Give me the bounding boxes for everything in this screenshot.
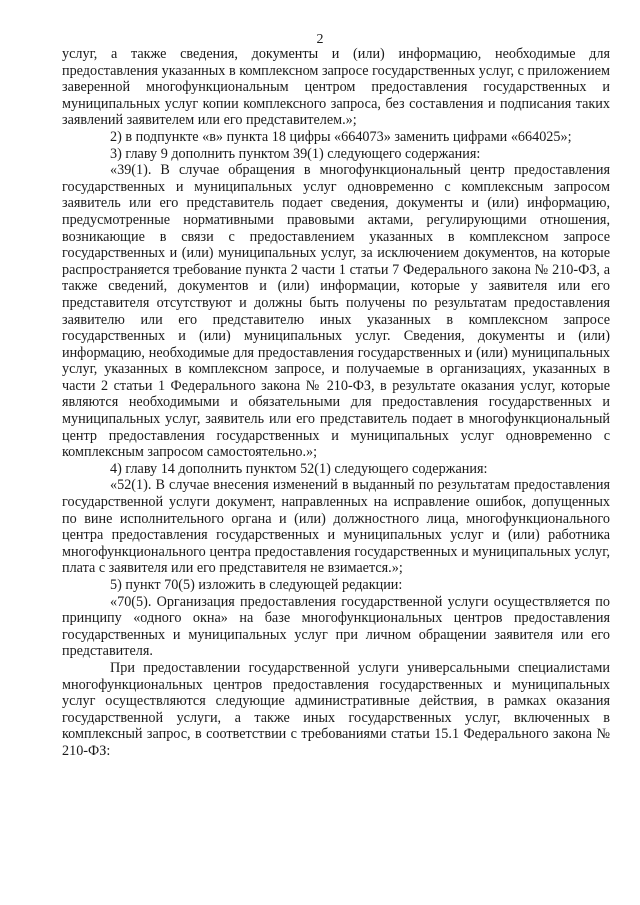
paragraph-clause-70-5: «70(5). Организация предоставления государственной услуги осуществляется по принципу «одного окна» на базе многофункциональных центров предоставления государственных и муниципальных услуг при личном обращении заявителя или его представителя. — [62, 593, 610, 660]
paragraph-clause-39-1: «39(1). В случае обращения в многофункциональный центр предоставления государственных и муниципальных услуг одновременно с комплексным запросом заявитель или его представитель подает сведения, документы и (или) информацию, предусмотренные нормативными правовыми актами, регулирующими отношения, возникающие в связи с предоставлением указанных в комплексном запросе государственных и (или) муниципальных услуг, за исключением документов, на которые распространяется требование пункта 2 части 1 статьи 7 Федерального закона № 210-ФЗ, а также сведений, документов и (или) информации, которые у заявителя или его представителя отсутствуют и должны быть получены по результатам предоставления заявителю или его представителю иных указанных в комплексном запросе государственных и (или) муниципальных услуг. Сведения, документы и (или) информацию, необходимые для предоставления государственных и (или) муниципальных услуг, указанных в комплексном запросе, и получаемые в организациях, указанных в части 2 статьи 1 Федерального закона № 210-ФЗ, в результате оказания услуг, которые являются необходимыми и обязательными для предоставления государственных и муниципальных услуг, заявитель или его представитель подает в многофункциональный центр предоставления государственных и муниципальных услуг одновременно с комплексным запросом самостоятельно.»; — [62, 162, 610, 461]
paragraph-item-5: 5) пункт 70(5) изложить в следующей редакции: — [110, 577, 403, 593]
document-body — [62, 46, 610, 760]
paragraph-continuation: услуг, а также сведения, документы и (или) информацию, необходимые для предоставления указанных в комплексном запросе государственных услуг, с приложением заверенной многофункциональным центром предоставления государственных и муниципальных услуг копии комплексного запроса, без составления и подписания таких заявлений заявителем или его представителем.»; — [62, 46, 610, 129]
paragraph-universal-specialists: При предоставлении государственной услуги универсальными специалистами многофункциональных центров предоставления государственных и муниципальных услуг осуществляются следующие административные действия, в рамках оказания государственной услуги, а также иных государственных услуг, включенных в комплексный запрос, в соответствии с требованиями статьи 15.1 Федерального закона № 210-ФЗ: — [62, 659, 610, 759]
paragraph-item-3: 3) главу 9 дополнить пунктом 39(1) следующего содержания: — [110, 145, 481, 162]
paragraph-item-4: 4) главу 14 дополнить пунктом 52(1) следующего содержания: — [110, 460, 488, 477]
paragraph-item-2: 2) в подпункте «в» пункта 18 цифры «664073» заменить цифрами «664025»; — [110, 128, 572, 145]
paragraph-clause-52-1: «52(1). В случае внесения изменений в выданный по результатам предоставления государственной услуги документ, направленных на исправление ошибок, допущенных по вине исполнительного органа и (или) должностного лица, многофункционального центра предоставления государственных и муниципальных услуг и (или) работника многофункционального центра предоставления государственных и муниципальных услуг, плата с заявителя или его представителя не взимается.»; — [62, 477, 610, 577]
page-number: 2 — [316, 32, 324, 47]
